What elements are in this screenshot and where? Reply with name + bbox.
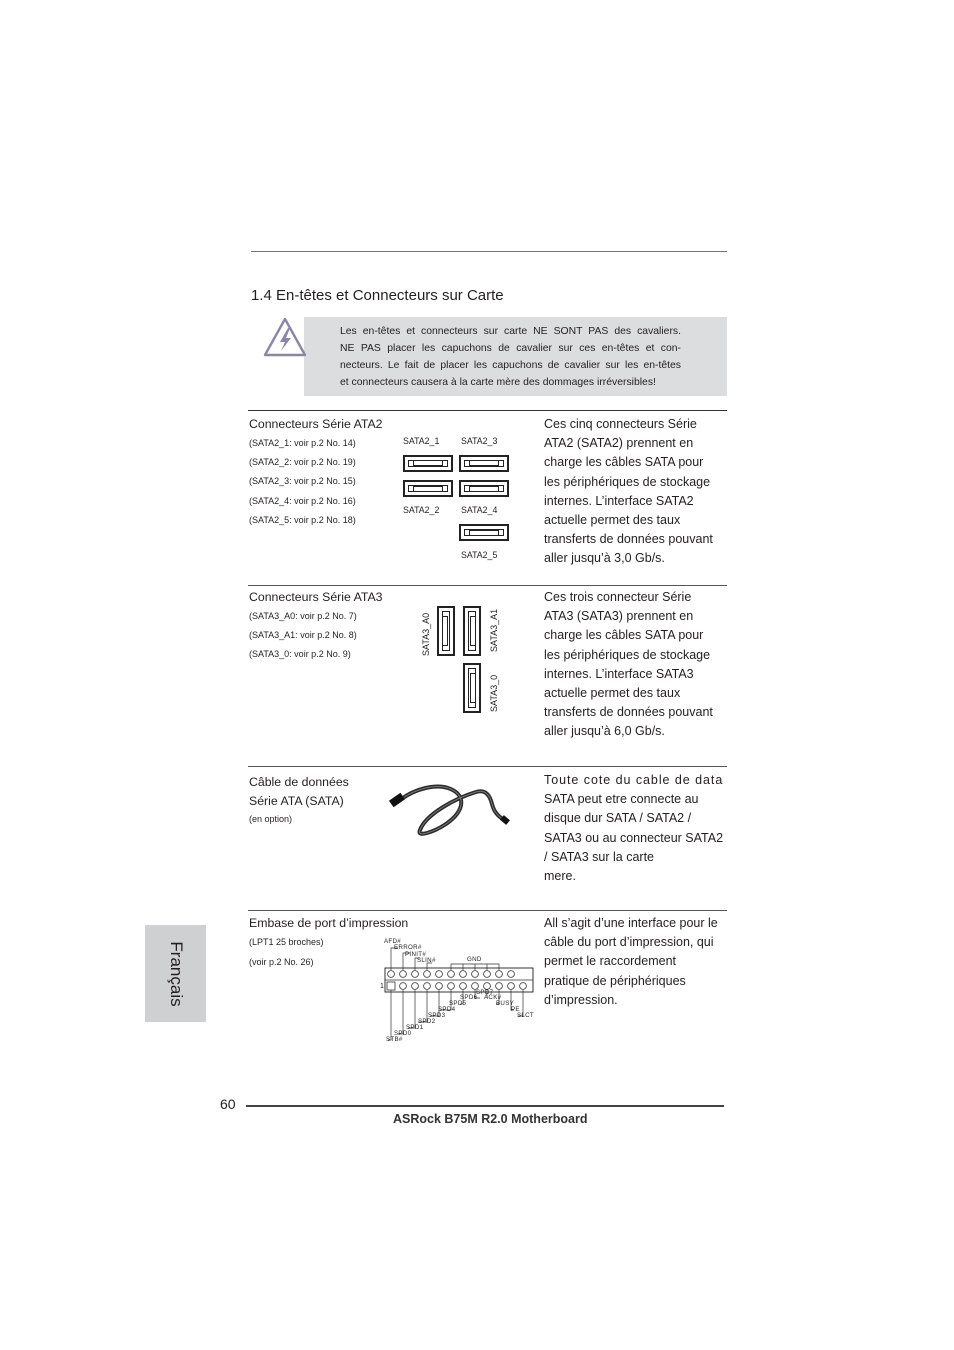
lpt-ref: (voir p.2 No. 26)	[249, 957, 314, 967]
cable-description	[544, 771, 723, 886]
sata3-description	[544, 588, 713, 742]
lpt-label: Embase de port d’impression	[249, 916, 409, 930]
desc-line: pratique de périphériques	[544, 973, 686, 988]
pin-label-stb: STB#	[386, 1036, 403, 1043]
sata3-rule	[248, 585, 727, 586]
pin-label-slct: SLCT	[517, 1012, 535, 1019]
desc-line: internes. L’interface SATA3	[544, 666, 694, 681]
desc-line: permet le raccordement	[544, 954, 677, 969]
desc-line: Ces cinq connecteurs Série	[544, 417, 697, 431]
port-label-sata3-a0: SATA3_A0	[421, 612, 431, 656]
desc-line: transferts de données pouvant	[544, 532, 713, 547]
sata-cable-image	[386, 780, 516, 842]
desc-line: SATA3 ou au connecteur SATA2	[544, 830, 724, 845]
caution-box	[304, 317, 727, 396]
cable-rule	[248, 766, 727, 767]
sata3-label: Connecteurs Série ATA3	[249, 590, 383, 604]
sata2-ref: (SATA2_5: voir p.2 No. 18)	[249, 515, 356, 525]
pin-label-spd0: SPD0	[394, 1030, 412, 1037]
footer-rule	[246, 1105, 724, 1107]
desc-line: Ces trois connecteur Série	[544, 590, 692, 604]
desc-line: actuelle permet des taux	[544, 686, 681, 701]
pin-label-spd5: SPD5	[449, 1000, 467, 1007]
pin-label-pe: PE	[511, 1006, 520, 1013]
port-label-sata2-2: SATA2_2	[403, 505, 440, 515]
sata3-ref: (SATA3_A1: voir p.2 No. 8)	[249, 630, 357, 640]
pin-label-1: 1	[380, 983, 385, 990]
pin-label-spd2: SPD2	[418, 1018, 436, 1025]
caution-line: NE PAS placer les capuchons de cavalier sur ces en-têtes et con-	[340, 343, 681, 354]
pin-label-spd6: SPD6	[460, 994, 478, 1001]
pin-label-error: ERROR#	[394, 944, 422, 951]
sata2-5-port	[459, 524, 509, 541]
sata2-rule	[248, 410, 727, 411]
desc-line: internes. L’interface SATA2	[544, 493, 694, 508]
caution-line: et connecteurs causera à la carte mère des dommages irréversibles!	[340, 377, 656, 388]
port-label-sata2-4: SATA2_4	[461, 505, 498, 515]
sata3-0-port	[463, 663, 481, 713]
port-label-sata3-0: SATA3_0	[489, 674, 499, 712]
port-label-sata2-3: SATA2_3	[461, 436, 498, 446]
port-label-sata3-a1: SATA3_A1	[489, 608, 499, 652]
sata2-ref: (SATA2_3: voir p.2 No. 15)	[249, 476, 356, 486]
sata2-ref: (SATA2_4: voir p.2 No. 16)	[249, 496, 356, 506]
desc-line: d’impression.	[544, 992, 618, 1007]
sata3-ref: (SATA3_0: voir p.2 No. 9)	[249, 649, 351, 659]
pin-label-spd1: SPD1	[406, 1024, 424, 1031]
pin-label-ack: ACK#	[484, 994, 502, 1001]
lpt-ref: (LPT1 25 broches)	[249, 937, 324, 947]
sata3-a1-port	[463, 606, 481, 656]
pin-label-spd3: SPD3	[428, 1012, 446, 1019]
pin-label-busy: BUSY	[496, 1000, 515, 1007]
desc-line: ATA3 (SATA3) prennent en	[544, 609, 694, 624]
port-label-sata2-1: SATA2_1	[403, 436, 440, 446]
page-number: 60	[220, 1096, 236, 1112]
sata3-ref: (SATA3_A0: voir p.2 No. 7)	[249, 611, 357, 621]
caution-line: Les en-têtes et connecteurs sur carte NE SONT PAS des cavaliers.	[340, 326, 681, 337]
lpt-header-diagram	[380, 936, 540, 1048]
sata2-3-port	[459, 455, 509, 472]
desc-line: Toute cote du cable de data	[544, 773, 724, 787]
sata3-a0-port	[437, 606, 455, 656]
desc-line: All s’agit d’une interface pour le	[544, 916, 718, 930]
sata2-description	[544, 415, 713, 569]
desc-line: SATA peut etre connecte au	[544, 792, 699, 807]
pin-label-gnd: GND	[467, 956, 482, 963]
warning-icon	[262, 316, 308, 358]
sata2-2-port	[403, 480, 453, 497]
sata2-ref: (SATA2_1: voir p.2 No. 14)	[249, 438, 356, 448]
sata2-1-port	[403, 455, 453, 472]
desc-line: aller jusqu’à 6,0 Gb/s.	[544, 724, 665, 739]
cable-label-line: Série ATA (SATA)	[249, 794, 344, 808]
desc-line: câble du port d’impression, qui	[544, 935, 714, 950]
desc-line: actuelle permet des taux	[544, 513, 681, 528]
desc-line: aller jusqu’à 3,0 Gb/s.	[544, 551, 665, 566]
desc-line: mere.	[544, 869, 576, 884]
section-title: 1.4 En-têtes et Connecteurs sur Carte	[251, 287, 504, 304]
pin-label-slin: SLIN#	[417, 957, 436, 964]
desc-line: charge les câbles SATA pour	[544, 455, 704, 470]
desc-line: disque dur SATA / SATA2 /	[544, 811, 692, 826]
pin-label-pinit: PINIT#	[405, 951, 427, 958]
sata2-ref: (SATA2_2: voir p.2 No. 19)	[249, 457, 356, 467]
pin-label-afd: AFD#	[384, 938, 402, 945]
desc-line: charge les câbles SATA pour	[544, 628, 704, 643]
sata2-4-port	[459, 480, 509, 497]
caution-line: necteurs. Le fait de placer les capuchons de cavalier sur les en-têtes	[340, 360, 681, 371]
top-rule	[251, 251, 727, 252]
cable-label	[249, 773, 349, 811]
footer-product: ASRock B75M R2.0 Motherboard	[393, 1112, 588, 1126]
language-tab-label: Français	[166, 940, 186, 1007]
desc-line: transferts de données pouvant	[544, 705, 713, 720]
caution-text	[340, 323, 681, 391]
sata2-label: Connecteurs Série ATA2	[249, 417, 383, 431]
lpt-rule	[248, 910, 727, 911]
desc-line: / SATA3 sur la carte	[544, 849, 654, 864]
cable-label-line: Câble de données	[249, 775, 349, 789]
port-label-sata2-5: SATA2_5	[461, 550, 498, 560]
pin-label-spd4: SPD4	[438, 1006, 456, 1013]
cable-note: (en option)	[249, 814, 293, 824]
language-tab	[145, 925, 206, 1022]
desc-line: ATA2 (SATA2) prennent en	[544, 436, 694, 451]
desc-line: les périphériques de stockage	[544, 474, 711, 489]
desc-line: les périphériques de stockage	[544, 647, 711, 662]
lpt-description	[544, 914, 718, 1010]
pin-label-spd7: SPD7	[476, 989, 494, 996]
